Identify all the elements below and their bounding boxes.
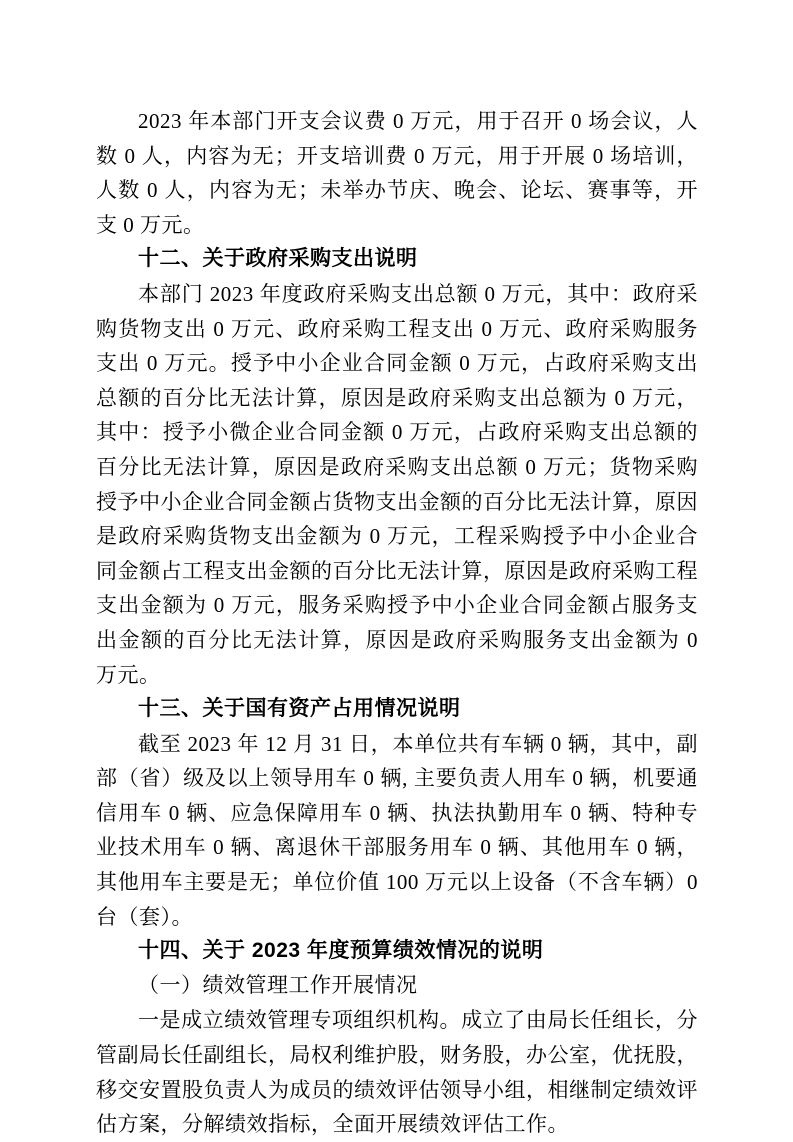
paragraph-state-owned-assets-detail: 截至 2023 年 12 月 31 日，本单位共有车辆 0 辆，其中，副部（省）级及以上领导用车 0 辆, 主要负责人用车 0 辆，机要通信用车 0 辆、应急保障用车 0 辆、执法执勤用车 0 辆、特种专业技术用车 0 辆、离退休干部服务用车 0 辆、其他用车 0 辆，其他用车主要是无；单位价值 100 万元以上设备（不含车辆）0 台（套）。 [96, 731, 698, 929]
heading-section-13-state-owned-assets: 十三、关于国有资产占用情况说明 [138, 697, 461, 721]
paragraph-government-procurement-detail: 本部门 2023 年度政府采购支出总额 0 万元，其中：政府采购货物支出 0 万元、政府采购工程支出 0 万元、政府采购服务支出 0 万元。授予中小企业合同金额 0 万元，占政府采购支出总额的百分比无法计算，原因是政府采购支出总额为 0 万元，其中：授予小微企业合同金额 0 万元，占政府采购支出总额的百分比无法计算，原因是政府采购支出总额 0 万元；货物采购授予中小企业合同金额占货物支出金额的百分比无法计算，原因是政府采购货物支出金额为 0 万元，工程采购授予中小企业合同金额占工程支出金额的百分比无法计算，原因是政府采购工程支出金额为 0 万元，服务采购授予中小企业合同金额占服务支出金额的百分比无法计算，原因是政府采购服务支出金额为 0 万元。 [96, 281, 698, 687]
heading-subsection-1-performance-management: （一）绩效管理工作开展情况 [138, 973, 418, 997]
paragraph-performance-organization: 一是成立绩效管理专项组织机构。成立了由局长任组长，分管副局长任副组长，局权利维护股，财务股，办公室，优抚股，移交安置股负责人为成员的绩效评估领导小组，相继制定绩效评估方案，分解绩效指标，全面开展绩效评估工作。 [96, 1008, 698, 1137]
heading-section-14-budget-performance: 十四、关于 2023 年度预算绩效情况的说明 [138, 939, 544, 963]
paragraph-meeting-and-training-expense: 2023 年本部门开支会议费 0 万元，用于召开 0 场会议，人数 0 人，内容为无；开支培训费 0 万元，用于开展 0 场培训，人数 0 人，内容为无；未举办节庆、晚会、论坛、赛事等，开支 0 万元。 [96, 109, 698, 237]
heading-section-12-government-procurement: 十二、关于政府采购支出说明 [138, 247, 418, 271]
